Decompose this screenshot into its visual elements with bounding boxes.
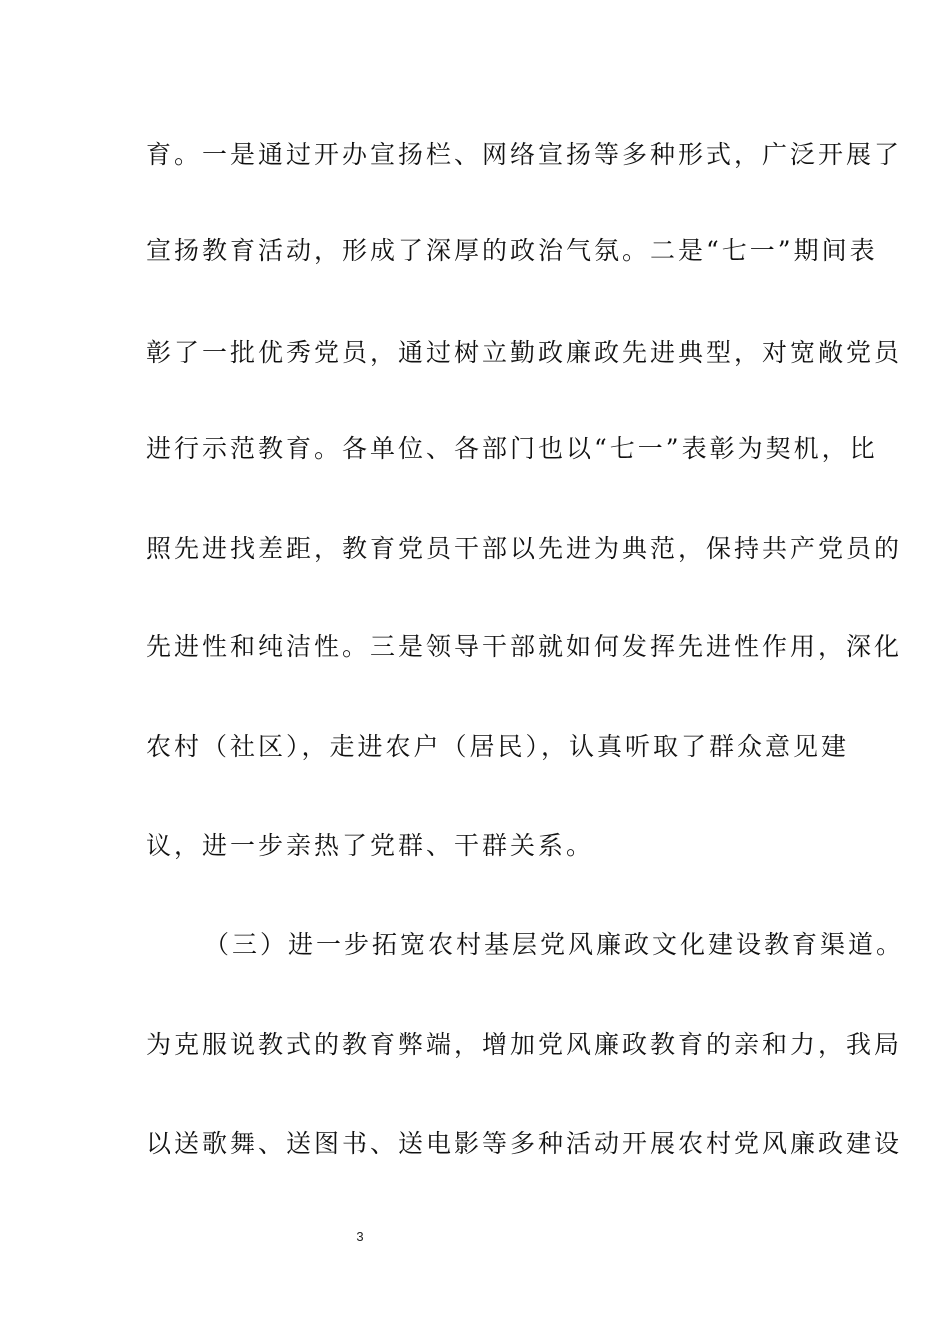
body-text-line-6: 先进性和纯洁性。三是领导干部就如何发挥先进性作用，深化: [146, 632, 903, 661]
body-text-line-3: 彰了一批优秀党员，通过树立勤政廉政先进典型，对宽敞党员: [146, 338, 903, 367]
body-text-line-11: 以送歌舞、送图书、送电影等多种活动开展农村党风廉政建设: [146, 1129, 903, 1158]
section-heading-line: （三）进一步拓宽农村基层党风廉政文化建设教育渠道。: [204, 930, 905, 959]
body-text-line-2: 宣扬教育活动，形成了深厚的政治气氛。二是“七一”期间表: [146, 236, 878, 265]
body-text-line-7: 农村（社区），走进农户（居民），认真听取了群众意见建: [146, 732, 850, 761]
body-text-line-1: 育。一是通过开办宣扬栏、网络宣扬等多种形式，广泛开展了: [146, 140, 903, 169]
body-text-line-5: 照先进找差距，教育党员干部以先进为典范，保持共产党员的: [146, 534, 903, 563]
body-text-line-8: 议，进一步亲热了党群、干群关系。: [146, 831, 595, 860]
body-text-line-4: 进行示范教育。各单位、各部门也以“七一”表彰为契机，比: [146, 434, 878, 463]
page-number: 3: [356, 1229, 364, 1244]
body-text-line-10: 为克服说教式的教育弊端，增加党风廉政教育的亲和力，我局: [146, 1030, 903, 1059]
